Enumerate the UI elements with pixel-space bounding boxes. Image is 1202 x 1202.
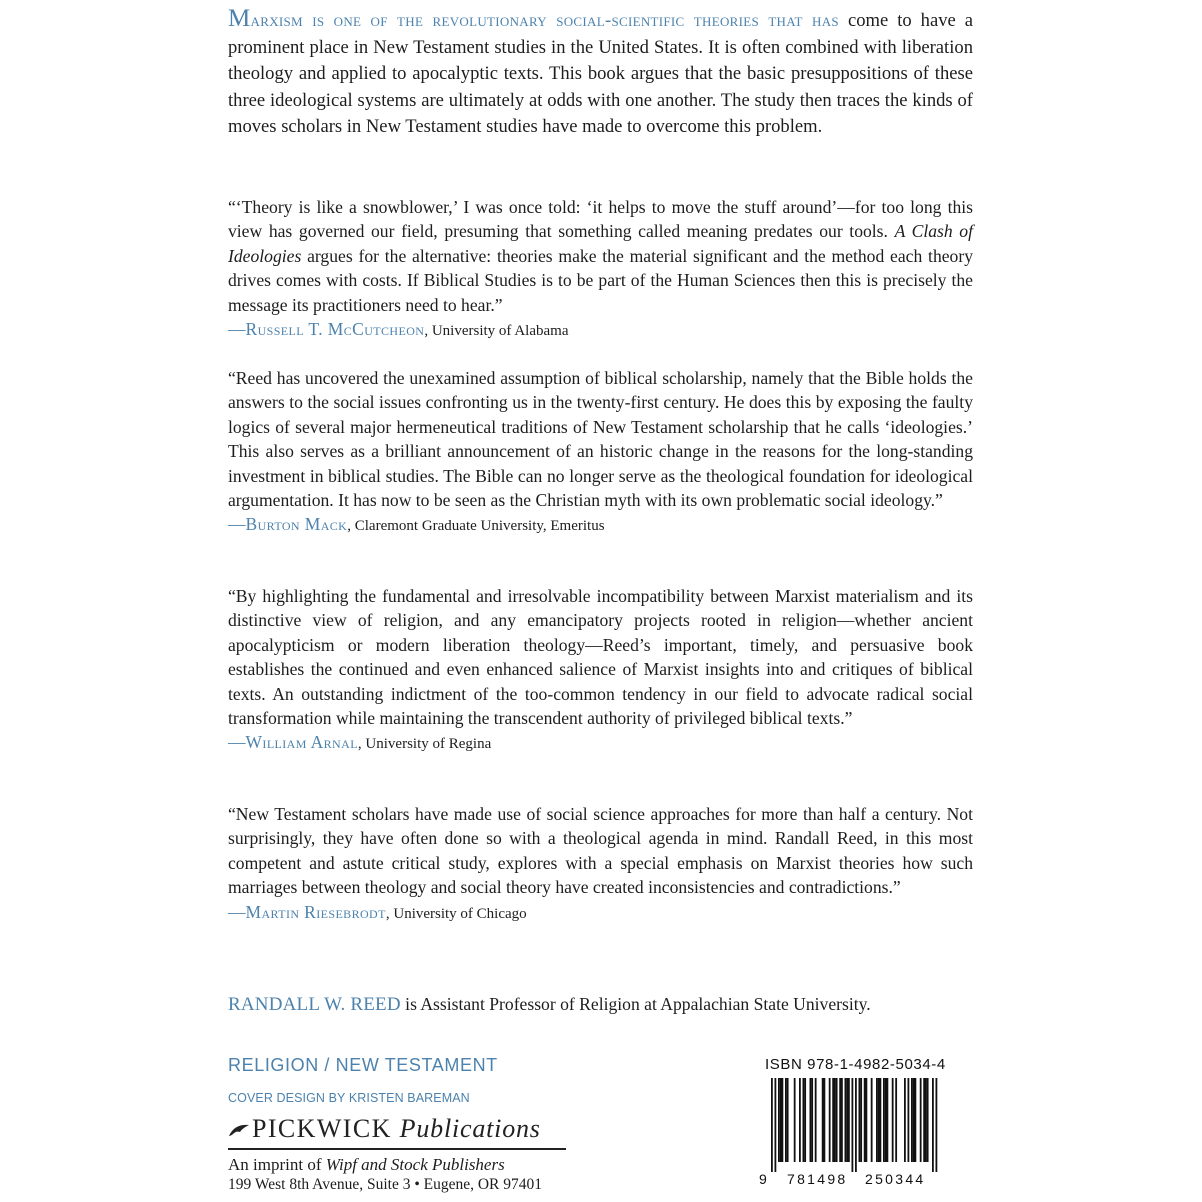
barcode-bar xyxy=(878,1078,880,1162)
barcode-bar xyxy=(904,1078,906,1162)
barcode-bar xyxy=(782,1078,784,1162)
barcode-digits-left: 781498 xyxy=(787,1171,848,1187)
barcode-bar xyxy=(913,1078,915,1162)
barcode-bar xyxy=(887,1078,889,1162)
barcode-bar xyxy=(915,1078,917,1162)
endorser-affiliation: , University of Chicago xyxy=(385,905,527,922)
barcode-bar xyxy=(871,1078,873,1162)
author-bio xyxy=(228,992,973,1017)
barcode-digit-lead: 9 xyxy=(759,1171,767,1187)
book-title: A Clash of Ideologies xyxy=(228,221,973,266)
barcode-bar xyxy=(927,1078,929,1162)
barcode-bar xyxy=(920,1078,922,1162)
endorsement-text: “New Testament scholars have made use of social science approaches for more than half a century. Not surprisingly, they have often done so with a theological agenda in mind. Randall Reed, in this most competent and astute critical study, explores with a special emphasis on Marxist theories how such marriages between theology and social theory have created inconsistencies and contradictions.” xyxy=(228,804,973,898)
barcode-bar xyxy=(866,1078,868,1162)
barcode-bar xyxy=(860,1078,862,1162)
barcode-bar xyxy=(859,1078,861,1162)
barcode-bar xyxy=(911,1078,913,1162)
barcode-bar xyxy=(815,1078,817,1162)
publisher-name: PICKWICK Publications xyxy=(228,1114,568,1146)
barcode xyxy=(757,1078,941,1172)
barcode-bar xyxy=(852,1078,854,1172)
barcode-bar xyxy=(780,1078,782,1162)
endorser-affiliation: , Claremont Graduate University, Emeritus xyxy=(347,518,605,535)
barcode-bar xyxy=(832,1078,834,1162)
bisac-category: RELIGION / NEW TESTAMENT xyxy=(228,1055,498,1075)
barcode-bar xyxy=(908,1078,910,1162)
barcode-bar xyxy=(848,1078,850,1162)
barcode-bar xyxy=(880,1078,882,1162)
description-body: come to have a prominent place in New Testament studies in the United States. It is often combined with liberation theology and applied to apocalyptic texts. This book argues that the basic presuppositions of these three ideological systems are ultimately at odds with one another. The study then traces the kinds of moves scholars in New Testament studies have made to overcome this problem. xyxy=(228,10,973,138)
barcode-bar xyxy=(803,1078,805,1162)
barcode-bar xyxy=(834,1078,836,1162)
endorser-name: Martin Riesebrodt xyxy=(245,901,386,922)
publisher-address: 199 West 8th Avenue, Suite 3 • Eugene, OR 97401 xyxy=(228,1176,543,1194)
endorser-affiliation: , University of Regina xyxy=(357,736,492,753)
barcode-bar xyxy=(804,1078,806,1162)
barcode-bar xyxy=(876,1078,878,1162)
barcode-bar xyxy=(936,1078,938,1172)
endorsement-attribution: —Burton Mack, Claremont Graduate University, Emeritus xyxy=(228,514,605,535)
barcode-bar xyxy=(885,1078,887,1162)
barcode-bar xyxy=(785,1078,787,1162)
endorsement-attribution: —Martin Riesebrodt, University of Chicago xyxy=(228,901,527,922)
barcode-bar xyxy=(811,1078,813,1162)
endorser-name: William Arnal xyxy=(245,732,358,753)
isbn-label: ISBN 978-1-4982-5034-4 xyxy=(765,1056,946,1073)
barcode-bar xyxy=(829,1078,831,1162)
cover-design-credit: COVER DESIGN BY KRISTEN BAREMAN xyxy=(228,1091,470,1105)
barcode-bar xyxy=(892,1078,894,1162)
barcode-bar xyxy=(846,1078,848,1162)
barcode-bar xyxy=(841,1078,843,1162)
book-description xyxy=(228,6,973,141)
endorsement-text: “‘Theory is like a snowblower,’ I was once told: ‘it helps to move the stuff around’—for too long this view has governed our field, presuming that something called meaning predates our tools. A Clash of Ideologies argues for the alternative: theories make the material significant and the method each theory drives comes with costs. If Biblical Studies is to be part of the Human Sciences then this is precisely the message its practitioners need to hear.” xyxy=(228,197,973,315)
endorsement-riesebrodt xyxy=(228,802,973,924)
barcode-bar xyxy=(775,1078,777,1172)
barcode-bar xyxy=(778,1078,780,1162)
lead-in-small-caps: arxism is one of the revolutionary social-scientific theories that has xyxy=(250,10,839,31)
endorsement-attribution: —Russell T. McCutcheon, University of Alabama xyxy=(228,319,569,340)
endorsement-attribution: —William Arnal, University of Regina xyxy=(228,732,492,753)
barcode-bar xyxy=(864,1078,866,1162)
endorsement-mccutcheon xyxy=(228,195,973,341)
barcode-bar xyxy=(824,1078,826,1162)
endorser-name: Russell T. McCutcheon xyxy=(245,319,425,340)
barcode-bar xyxy=(883,1078,885,1162)
barcode-bar xyxy=(771,1078,773,1172)
barcode-bar xyxy=(855,1078,857,1172)
barcode-bar xyxy=(839,1078,841,1162)
barcode-bar xyxy=(822,1078,824,1162)
endorser-name: Burton Mack xyxy=(245,514,348,535)
endorsement-text: “By highlighting the fundamental and irresolvable incompatibility between Marxist materialism and its distinctive view of religion, and any emancipatory projects rooted in religion—whether ancient apocalypticism or modern liberation theology—Reed’s important, timely, and persuasive book establishes the continued and even enhanced salience of Marxist insights into and critiques of biblical texts. An outstanding indictment of the too-common tendency in our field to advocate radical social transformation while maintaining the transcendent authority of privileged biblical texts.” xyxy=(228,586,973,729)
barcode-bar xyxy=(932,1078,934,1172)
endorser-affiliation: , University of Alabama xyxy=(424,323,569,340)
barcode-bar xyxy=(925,1078,927,1162)
barcode-bar xyxy=(810,1078,812,1162)
publisher-block xyxy=(228,1114,568,1195)
barcode-bar xyxy=(799,1078,801,1162)
endorsement-arnal xyxy=(228,584,973,754)
barcode-bar xyxy=(895,1078,897,1162)
endorsement-mack xyxy=(228,366,973,536)
author-bio-text: is Assistant Professor of Religion at Appalachian State University. xyxy=(400,994,871,1014)
barcode-bar xyxy=(794,1078,796,1162)
publisher-rule xyxy=(228,1148,566,1150)
barcode-digits-right: 250344 xyxy=(865,1171,926,1187)
drop-cap: M xyxy=(228,5,251,32)
barcode-bar xyxy=(845,1078,847,1162)
quill-icon xyxy=(228,1116,250,1146)
barcode-bar xyxy=(836,1078,838,1162)
publisher-imprint: An imprint of Wipf and Stock Publishers xyxy=(228,1155,505,1175)
author-name: RANDALL W. REED xyxy=(228,994,401,1015)
barcode-bar xyxy=(787,1078,789,1162)
endorsement-text: “Reed has uncovered the unexamined assumption of biblical scholarship, namely that the Bible holds the answers to the social issues confronting us in the twenty-first century. He does this by exposing the faulty logics of several major hermeneutical traditions of New Testament scholarship that he calls ‘ideologies.’ This also serves as a brilliant announcement of an historic change in the reasons for the long-standing investment in biblical studies. The Bible can no longer serve as the theological foundation for ideological argumentation. It has now to be seen as the Christian myth with its own problematic social ideology.” xyxy=(228,368,973,511)
barcode-bar xyxy=(923,1078,925,1162)
